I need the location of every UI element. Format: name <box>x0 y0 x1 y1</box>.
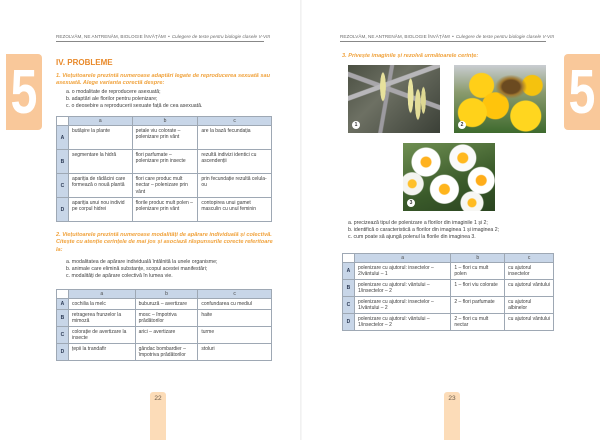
question-3-items <box>348 220 499 242</box>
table-corner <box>343 254 355 263</box>
table-cell: contopirea unui gamet masculin cu unul feminin <box>198 198 272 222</box>
question-3-prompt: 3. Privește imaginile și rezolvă următoarele cerințe: <box>342 53 479 59</box>
column-header: a <box>68 117 132 126</box>
page-number: 23 <box>444 392 460 440</box>
table-cell: țepii la trandafir <box>68 344 135 361</box>
header-separator: • <box>452 34 454 39</box>
row-label: A <box>57 126 69 150</box>
list-item: a. o modalitate de reproducere asexuată; <box>66 89 161 95</box>
row-label: D <box>57 198 69 222</box>
table-row <box>57 150 272 174</box>
table-row <box>343 314 554 331</box>
table-cell: confundarea cu mediul <box>198 299 272 310</box>
column-header: b <box>451 254 505 263</box>
question-2-prompt: 2. Viețuitoarele prezintă numeroase modalități de apărare individuală și colectivă. Citește cu atenție cerințele de mai jos și asociază răspunsurile corecte referitoare la: <box>56 232 273 253</box>
table-corner <box>57 290 69 299</box>
table-cell: 1 – flori cu mult polen <box>451 263 505 280</box>
photo-narcissus-flowers <box>403 143 495 211</box>
column-header: c <box>198 117 272 126</box>
table-row <box>343 280 554 297</box>
column-header: a <box>68 290 135 299</box>
book-title: REZOLVĂM, NE ANTRENĂM, BIOLOGIE ÎNVĂȚĂM! <box>56 34 167 39</box>
running-head <box>56 34 271 42</box>
row-label: B <box>57 310 69 327</box>
column-header: c <box>505 254 554 263</box>
photo-hazel-catkins <box>348 65 440 133</box>
list-item: b. identifică o caracteristică a florilor din imaginea 1 și imaginea 2; <box>348 227 500 234</box>
table-cell: flori parfumate – polenizare prin insecte <box>132 150 198 174</box>
image-number-badge: 1 <box>352 121 360 129</box>
list-item: a. modalitatea de apărare individuală întâlnită la unele organisme; <box>66 259 218 265</box>
column-header: b <box>135 290 198 299</box>
row-label: A <box>343 263 355 280</box>
table-cell: polenizare cu ajutorul: vântului – 1/insectelor – 2 <box>354 314 450 331</box>
list-item: c. o deosebire a reproducerii sexuate față de cea asexuată. <box>66 103 203 110</box>
table-cell: haite <box>198 310 272 327</box>
chapter-number: 5 <box>10 58 38 127</box>
header-separator: • <box>168 34 170 39</box>
table-cell: polenizare cu ajutorul: insectelor – 2/vântului – 1 <box>354 263 450 280</box>
row-label: C <box>57 174 69 198</box>
left-page <box>0 0 301 440</box>
book-subtitle: Culegere de teste pentru biologie clasele V-VIII <box>171 34 271 39</box>
question-2-items <box>66 259 217 281</box>
row-label: D <box>57 344 69 361</box>
table-header-row <box>343 254 554 263</box>
table-header-row <box>57 117 272 126</box>
table-cell: polenizare cu ajutorul: vântului – 1/insectelor – 2 <box>354 280 450 297</box>
table-cell: 1 – flori viu colorate <box>451 280 505 297</box>
table-row <box>57 174 272 198</box>
table-cell: cu ajutorul albinelor <box>505 297 554 314</box>
table-cell: rezultă indivizi identici cu ascendenții <box>198 150 272 174</box>
table-row <box>57 299 272 310</box>
list-item: b. animale care elimină substanțe, scopul acestei manifestări; <box>66 266 208 273</box>
list-item: c. modalități de apărare colectivă în lumea vie. <box>66 273 173 280</box>
row-label: B <box>343 280 355 297</box>
image-number-badge: 2 <box>458 121 466 129</box>
right-page <box>302 0 603 440</box>
table-row <box>57 344 272 361</box>
column-header: b <box>132 117 198 126</box>
table-cell: retragerea frunzelor la mimoză <box>68 310 135 327</box>
table-row <box>57 310 272 327</box>
table-row <box>57 126 272 150</box>
question-1-table <box>56 116 272 222</box>
table-cell: polenizare cu ajutorul: insectelor – 1/vântului – 2 <box>354 297 450 314</box>
table-cell: stoluri <box>198 344 272 361</box>
table-corner <box>57 117 69 126</box>
section-title: IV. PROBLEME <box>56 58 113 67</box>
table-cell: apariția de rădăcini care formează o nouă plantă <box>68 174 132 198</box>
table-cell: cu ajutorul vântului <box>505 314 554 331</box>
chapter-number: 5 <box>568 58 596 127</box>
chapter-tab <box>564 54 600 130</box>
list-item: a. precizează tipul de polenizare a florilor din imaginile 1 și 2; <box>348 220 488 226</box>
book-title: REZOLVĂM, NE ANTRENĂM, BIOLOGIE ÎNVĂȚĂM! <box>340 34 451 39</box>
table-cell: apariția unui nou individ pe corpul hidrei <box>68 198 132 222</box>
table-header-row <box>57 290 272 299</box>
chapter-tab <box>6 54 42 130</box>
photo-bee-on-flowers <box>454 65 546 133</box>
row-label: A <box>57 299 69 310</box>
table-row <box>57 198 272 222</box>
question-2-table <box>56 289 272 361</box>
table-cell: cu ajutorul vântului <box>505 280 554 297</box>
row-label: C <box>57 327 69 344</box>
table-cell: are la bază fecundația <box>198 126 272 150</box>
table-cell: petale viu colorate – polenizare prin vânt <box>132 126 198 150</box>
table-cell: flori care produc mult nectar – polenizare prin vânt <box>132 174 198 198</box>
image-number-badge: 3 <box>407 199 415 207</box>
table-cell: cochilia la melc <box>68 299 135 310</box>
question-3-table <box>342 253 554 331</box>
column-header: a <box>354 254 450 263</box>
question-1-items <box>66 89 202 111</box>
table-cell: prin fecundație rezultă celula-ou <box>198 174 272 198</box>
row-label: C <box>343 297 355 314</box>
book-subtitle: Culegere de teste pentru biologie clasele V-VIII <box>455 34 555 39</box>
table-cell: arici – avertizare <box>135 327 198 344</box>
table-cell: segmentare la hidră <box>68 150 132 174</box>
table-cell: turme <box>198 327 272 344</box>
table-cell: mosc – împotriva prădătorilor <box>135 310 198 327</box>
table-row <box>57 327 272 344</box>
table-cell: gândac bombardier – împotriva prădătorilor <box>135 344 198 361</box>
column-header: c <box>198 290 272 299</box>
list-item: b. adaptări ale florilor pentru polenizare; <box>66 96 158 103</box>
row-label: B <box>57 150 69 174</box>
row-label: D <box>343 314 355 331</box>
table-cell: florile produc mult polen – polenizare prin vânt <box>132 198 198 222</box>
list-item: c. cum poate să ajungă polenul la florile din imaginea 3. <box>348 234 476 241</box>
table-cell: cu ajutorul insectelor <box>505 263 554 280</box>
table-cell: buburuză – avertizare <box>135 299 198 310</box>
table-cell: 2 – flori parfumate <box>451 297 505 314</box>
question-1-prompt: 1. Viețuitoarele prezintă numeroase adaptări legate de reproducerea sexuată sau asexuată. Alege varianta corectă despre: <box>56 73 270 87</box>
running-head <box>340 34 555 42</box>
table-row <box>343 263 554 280</box>
table-cell: colorație de avertizare la insecte <box>68 327 135 344</box>
table-cell: butășire la plante <box>68 126 132 150</box>
table-cell: 2 – flori cu mult nectar <box>451 314 505 331</box>
table-row <box>343 297 554 314</box>
page-number: 22 <box>150 392 166 440</box>
